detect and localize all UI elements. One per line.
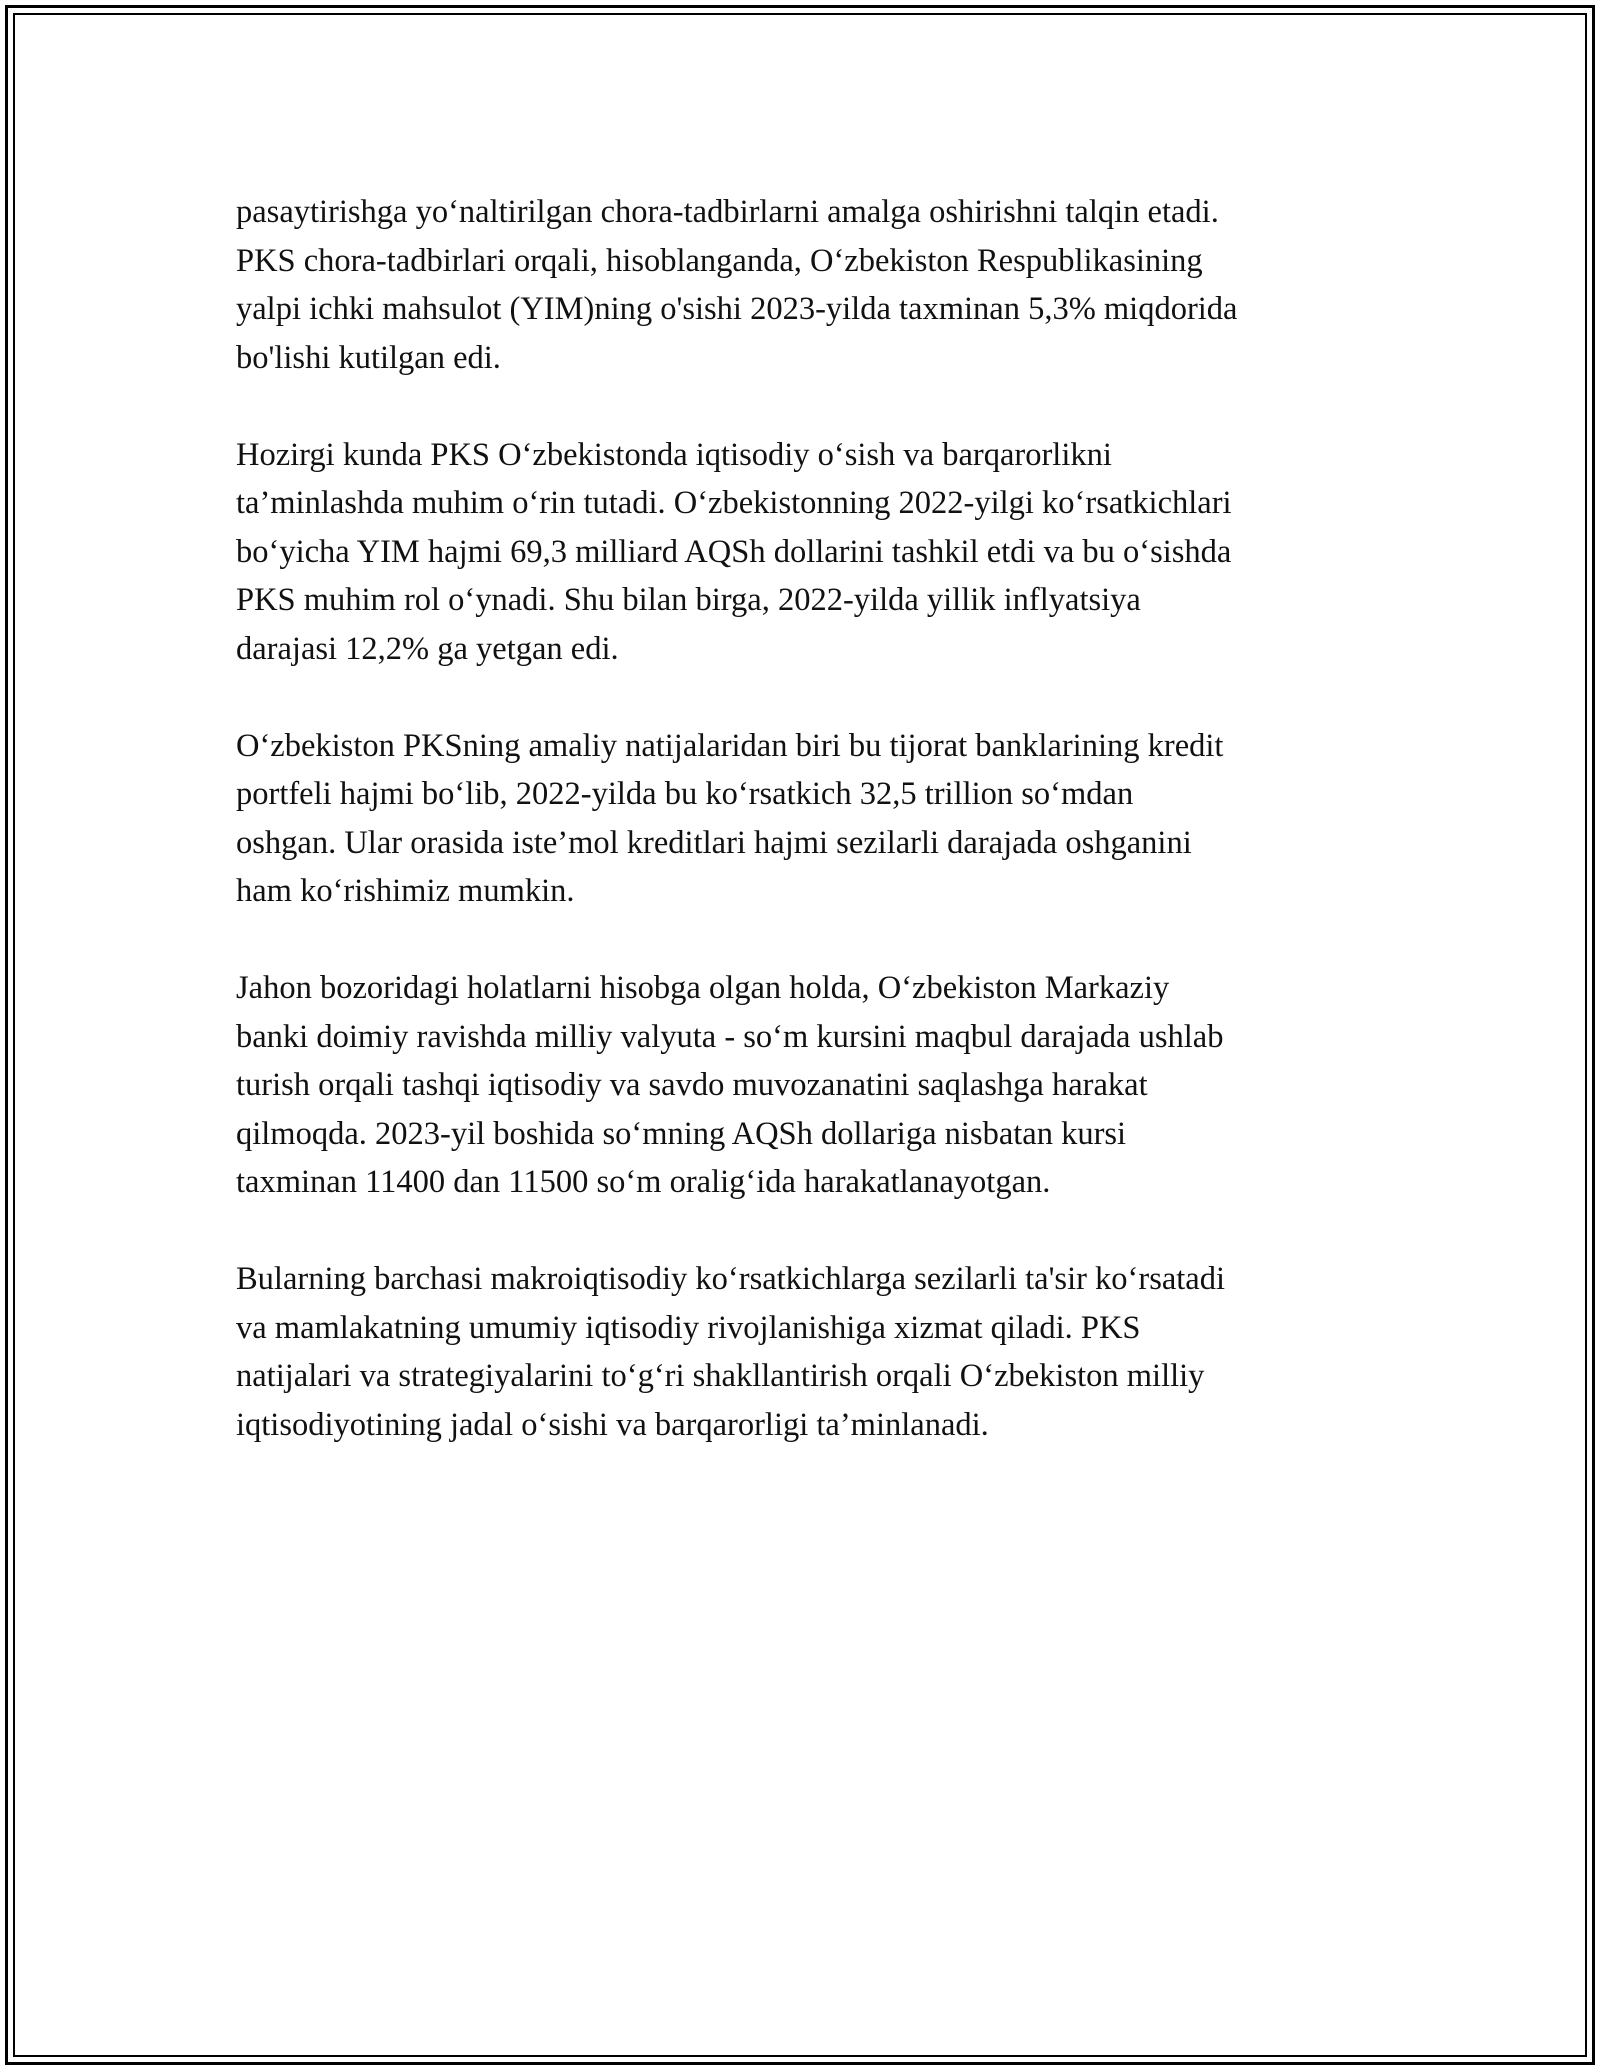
text-line: PKS chora-tadbirlari orqali, hisoblanganda, O‘zbekiston Respublikasining [236,242,1203,279]
text-line: bo‘yicha YIM hajmi 69,3 milliard AQSh dollarini tashkil etdi va bu o‘sishda [236,533,1232,570]
text-line: iqtisodiyotining jadal o‘sishi va barqarorligi ta’minlanadi. [236,1406,989,1443]
text-line: Jahon bozoridagi holatlarni hisobga olgan holda, O‘zbekiston Markaziy [236,970,1170,1006]
paragraph-5 [236,1255,1386,1449]
text-line: ham ko‘rishimiz mumkin. [236,873,575,909]
text-line: bo'lishi kutilgan edi. [236,339,501,376]
paragraph-1 [236,188,1386,382]
paragraph-4 [236,964,1386,1207]
text-line: pasaytirishga yo‘naltirilgan chora-tadbirlarni amalga oshirishni talqin etadi. [236,194,1219,230]
text-line: yalpi ichki mahsulot (YIM)ning o'sishi 2023-yilda taxminan 5,3% miqdorida [236,291,1238,327]
text-line: PKS muhim rol o‘ynadi. Shu bilan birga, 2022-yilda yillik inflyatsiya [236,582,1141,618]
text-line: va mamlakatning umumiy iqtisodiy rivojlanishiga xizmat qiladi. PKS [236,1309,1141,1346]
paragraph-2 [236,431,1386,674]
text-line: taxminan 11400 dan 11500 so‘m oralig‘ida harakatlanayotgan. [236,1164,1051,1200]
text-line: qilmoqda. 2023-yil boshida so‘mning AQSh dollariga nisbatan kursi [236,1115,1127,1152]
text-line: natijalari va strategiyalarini to‘g‘ri shakllantirish orqali O‘zbekiston milliy [236,1358,1205,1394]
text-line: ta’minlashda muhim o‘rin tutadi. O‘zbekistonning 2022-yilgi ko‘rsatkichlari [236,485,1232,521]
text-line: Bularning barchasi makroiqtisodiy ko‘rsatkichlarga sezilarli ta'sir ko‘rsatadi [236,1261,1225,1297]
text-line: banki doimiy ravishda milliy valyuta - so‘m kursini maqbul darajada ushlab [236,1018,1224,1055]
paragraph-3 [236,722,1386,916]
text-line: turish orqali tashqi iqtisodiy va savdo muvozanatini saqlashga harakat [236,1067,1148,1103]
text-line: darajasi 12,2% ga yetgan edi. [236,630,619,667]
text-line: O‘zbekiston PKSning amaliy natijalaridan biri bu tijorat banklarining kredit [236,727,1224,764]
document-body [236,188,1386,1498]
text-line: portfeli hajmi bo‘lib, 2022-yilda bu ko‘rsatkich 32,5 trillion so‘mdan [236,776,1134,812]
text-line: Hozirgi kunda PKS O‘zbekistonda iqtisodiy o‘sish va barqarorlikni [236,436,1112,473]
text-line: oshgan. Ular orasida iste’mol kreditlari hajmi sezilarli darajada oshganini [236,824,1192,861]
